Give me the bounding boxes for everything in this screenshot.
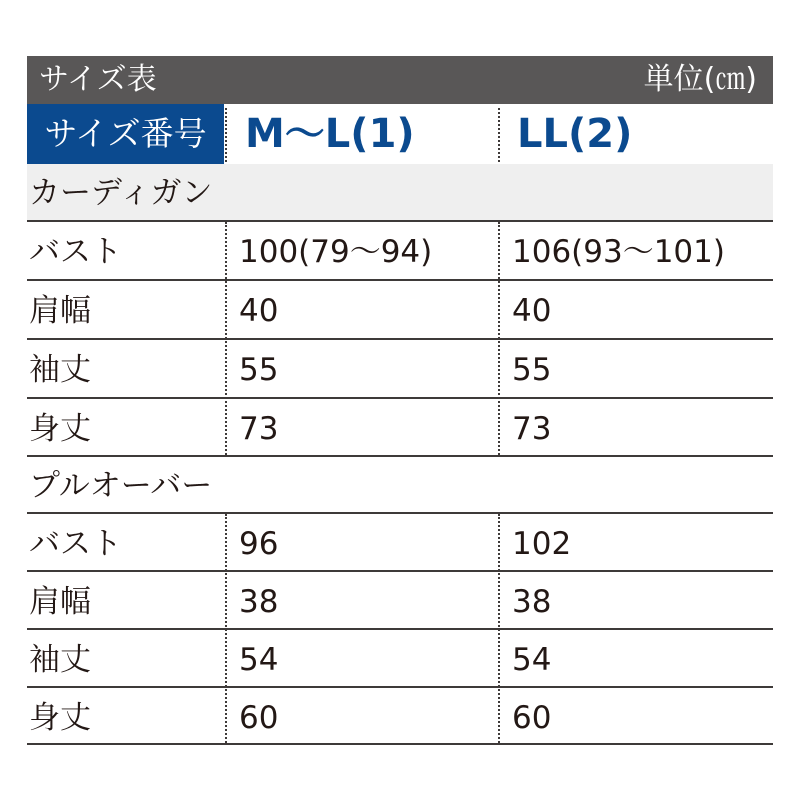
value-size-1: 55 bbox=[239, 352, 279, 388]
column-divider-1 bbox=[225, 222, 227, 455]
size-table-title-bar bbox=[27, 56, 773, 104]
table-bottom-rule bbox=[27, 743, 773, 745]
value-size-2: 54 bbox=[512, 642, 552, 678]
measurement-name: バスト bbox=[29, 234, 122, 270]
column-divider-2 bbox=[498, 222, 500, 455]
size-table-title: サイズ表 bbox=[39, 62, 157, 97]
measurement-name: バスト bbox=[29, 526, 122, 562]
value-size-2: 38 bbox=[512, 584, 552, 620]
measurement-name: 袖丈 bbox=[29, 642, 91, 678]
value-size-1: 40 bbox=[239, 293, 279, 329]
value-size-1: 38 bbox=[239, 584, 279, 620]
table-row bbox=[27, 514, 773, 572]
column-divider-1 bbox=[225, 514, 227, 743]
size-column-1-header: M～L(1) bbox=[245, 111, 415, 157]
value-size-2: 40 bbox=[512, 293, 552, 329]
measurement-name: 肩幅 bbox=[29, 584, 91, 620]
header-divider-2 bbox=[498, 108, 500, 162]
measurement-name: 身丈 bbox=[29, 411, 91, 447]
measurement-name: 袖丈 bbox=[29, 352, 91, 388]
size-column-2-header: LL(2) bbox=[517, 111, 633, 157]
section-cardigan bbox=[27, 164, 773, 222]
table-row bbox=[27, 688, 773, 746]
size-number-label: サイズ番号 bbox=[27, 104, 224, 164]
unit-label: 単位(㎝) bbox=[643, 62, 757, 97]
section-label: カーディガン bbox=[29, 175, 213, 211]
value-size-1: 96 bbox=[239, 526, 279, 562]
value-size-1: 73 bbox=[239, 411, 279, 447]
table-row bbox=[27, 222, 773, 280]
value-size-2: 55 bbox=[512, 352, 552, 388]
size-number-header bbox=[27, 104, 773, 164]
section-pullover bbox=[27, 457, 773, 515]
section-label: プルオーバー bbox=[29, 468, 213, 504]
value-size-1: 60 bbox=[239, 700, 279, 736]
measurement-name: 肩幅 bbox=[29, 293, 91, 329]
table-row bbox=[27, 399, 773, 457]
column-divider-2 bbox=[498, 514, 500, 743]
header-divider-1 bbox=[225, 108, 227, 162]
value-size-2: 106(93～101) bbox=[512, 234, 725, 270]
measurement-name: 身丈 bbox=[29, 700, 91, 736]
value-size-2: 102 bbox=[512, 526, 572, 562]
table-row bbox=[27, 572, 773, 630]
value-size-2: 60 bbox=[512, 700, 552, 736]
value-size-1: 100(79～94) bbox=[239, 234, 433, 270]
value-size-1: 54 bbox=[239, 642, 279, 678]
table-row bbox=[27, 340, 773, 398]
table-row bbox=[27, 630, 773, 688]
table-row bbox=[27, 281, 773, 339]
value-size-2: 73 bbox=[512, 411, 552, 447]
